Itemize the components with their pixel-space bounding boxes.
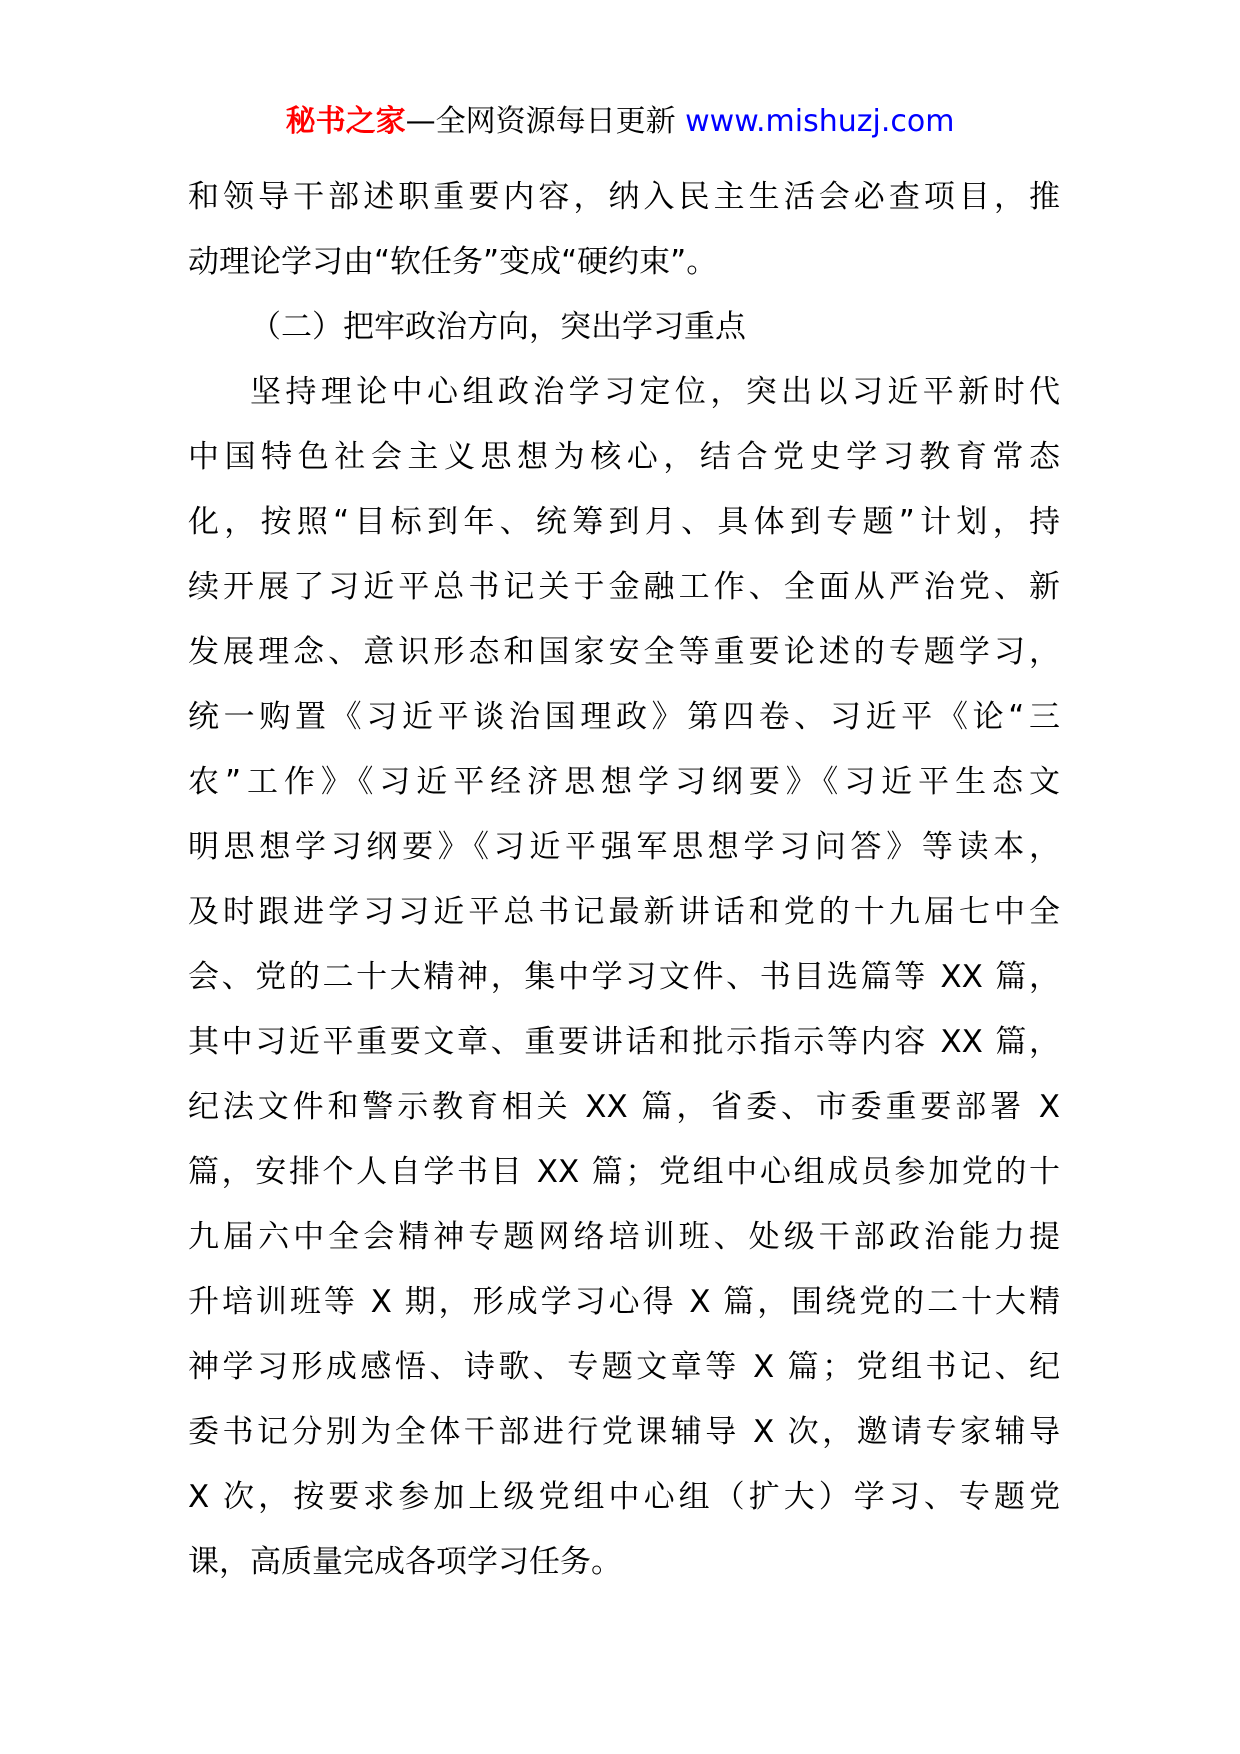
site-header (0, 100, 1240, 144)
text-line: 及时跟进学习习近平总书记最新讲话和党的十九届七中全 (188, 894, 1060, 930)
site-brand: 秘书之家 (285, 104, 406, 139)
text-line: 动理论学习由“软任务”变成“硬约束”。 (188, 244, 718, 280)
text-line: 坚持理论中心组政治学习定位，突出以习近平新时代 (250, 374, 1060, 410)
text-line: 会、党的二十大精神，集中学习文件、书目选篇等 XX 篇， (188, 959, 1060, 995)
text-line: 和领导干部述职重要内容，纳入民主生活会必查项目，推 (188, 179, 1060, 215)
text-line: 明思想学习纲要》《习近平强军思想学习问答》等读本， (188, 829, 1060, 865)
text-line: 神学习形成感悟、诗歌、专题文章等 X 篇；党组书记、纪 (188, 1349, 1060, 1385)
text-line: 统一购置《习近平谈治国理政》第四卷、习近平《论“三 (188, 699, 1060, 735)
text-line: 委书记分别为全体干部进行党课辅导 X 次，邀请专家辅导 (188, 1414, 1060, 1450)
section-heading: （二）把牢政治方向，突出学习重点 (250, 309, 746, 345)
text-line: 课，高质量完成各项学习任务。 (188, 1544, 622, 1580)
site-tagline: —全网资源每日更新 (405, 104, 676, 139)
site-url: www.mishuzj.com (685, 104, 955, 139)
text-line: 升培训班等 X 期，形成学习心得 X 篇，围绕党的二十大精 (188, 1284, 1060, 1320)
text-line: 纪法文件和警示教育相关 XX 篇，省委、市委重要部署 X (188, 1089, 1060, 1125)
text-line: X 次，按要求参加上级党组中心组（扩大）学习、专题党 (188, 1479, 1060, 1515)
text-line: 农”工作》《习近平经济思想学习纲要》《习近平生态文 (188, 764, 1060, 800)
text-line: 其中习近平重要文章、重要讲话和批示指示等内容 XX 篇， (188, 1024, 1060, 1060)
text-line: 篇，安排个人自学书目 XX 篇；党组中心组成员参加党的十 (188, 1154, 1060, 1190)
text-line: 续开展了习近平总书记关于金融工作、全面从严治党、新 (188, 569, 1060, 605)
document-body (188, 165, 1060, 1595)
text-line: 中国特色社会主义思想为核心，结合党史学习教育常态 (188, 439, 1060, 475)
text-line: 化，按照“目标到年、统筹到月、具体到专题”计划，持 (188, 504, 1060, 540)
text-line: 九届六中全会精神专题网络培训班、处级干部政治能力提 (188, 1219, 1060, 1255)
text-line: 发展理念、意识形态和国家安全等重要论述的专题学习， (188, 634, 1060, 670)
